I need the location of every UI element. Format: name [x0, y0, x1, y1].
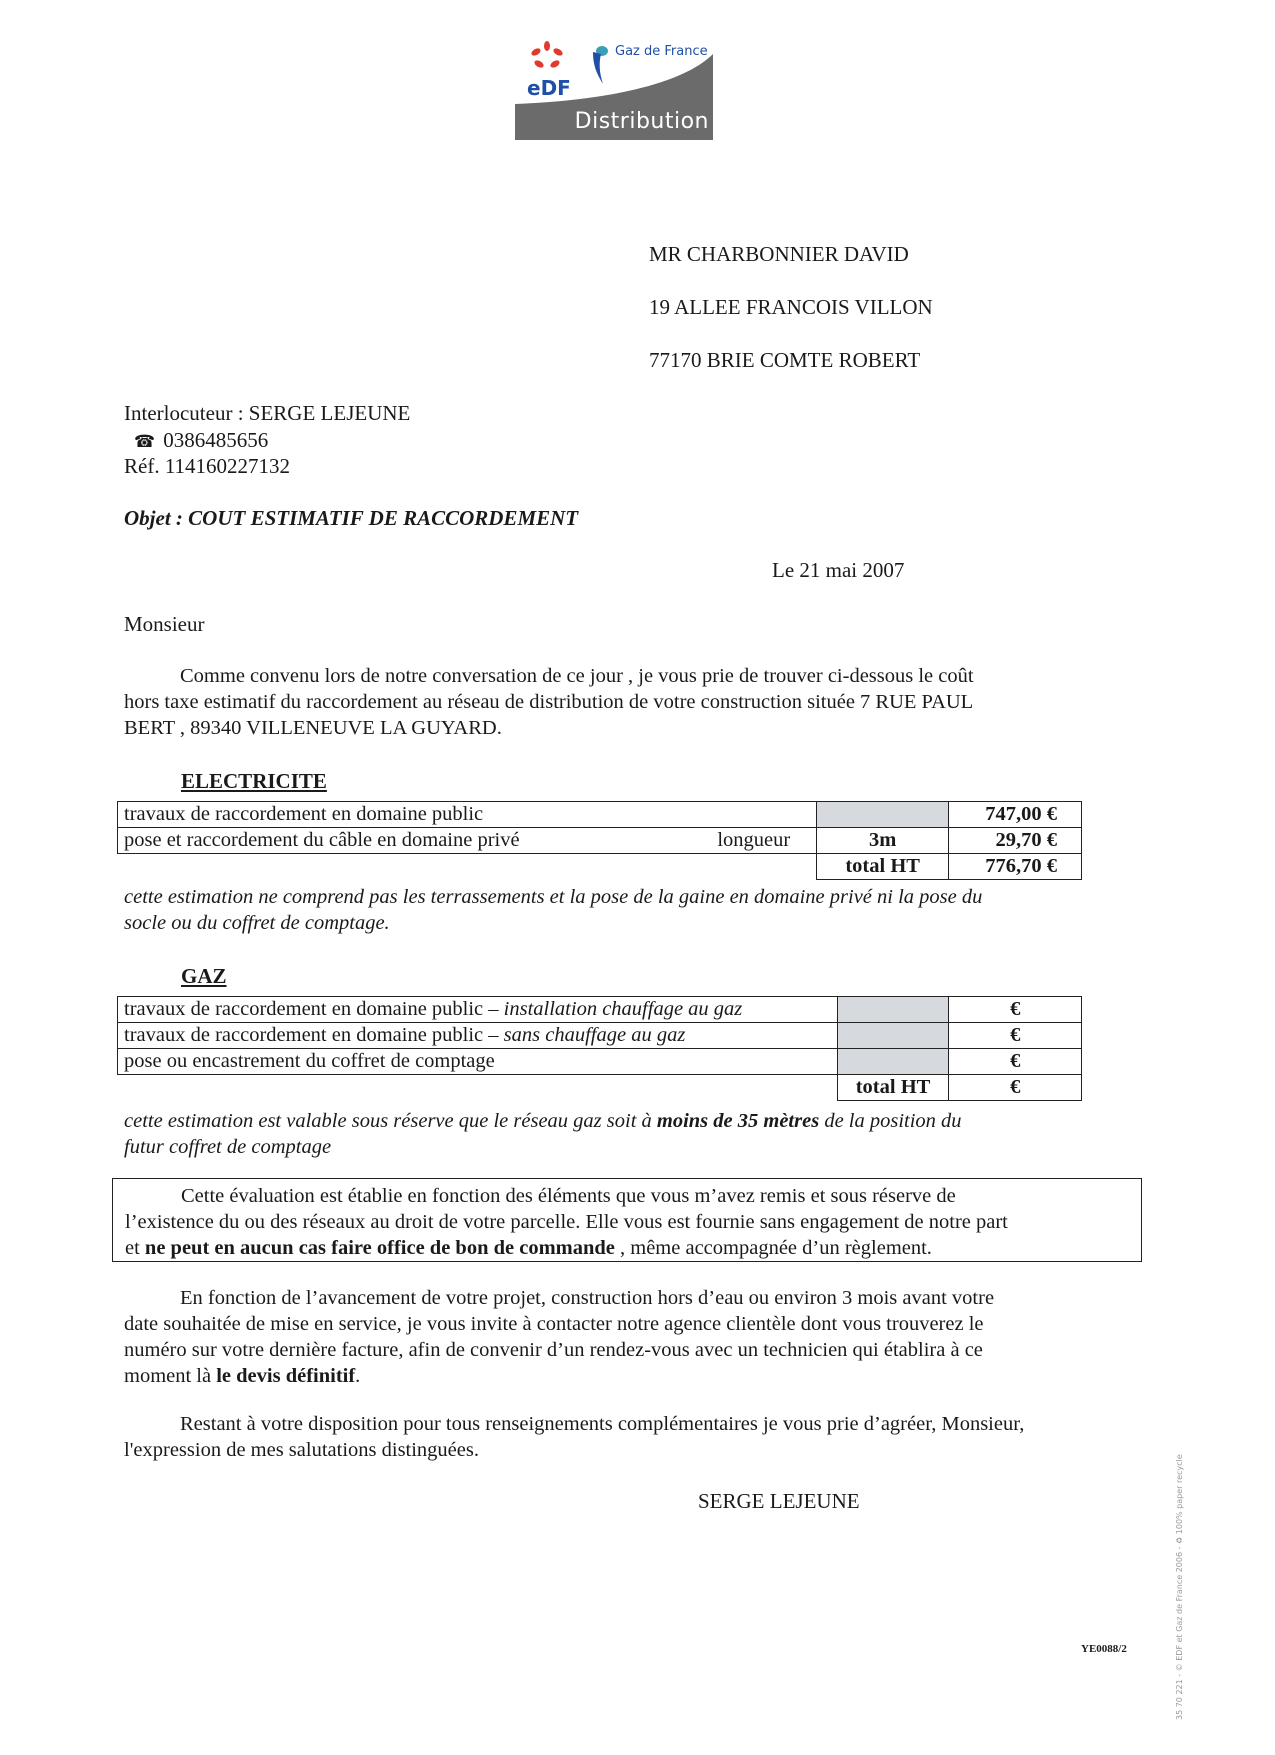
table-row	[118, 1075, 1082, 1101]
electricite-note	[124, 884, 982, 936]
gaz-note-line: cette estimation est valable sous réserve que le réseau gaz soit à moins de 35 mètres de la position du	[124, 1110, 962, 1132]
electricite-title: ELECTRICITE	[181, 769, 327, 793]
electricite-row2-length-label: longueur	[717, 829, 791, 851]
phone-icon: ☎	[134, 432, 156, 452]
electricite-row1-gray-cell	[817, 802, 949, 828]
gaz-note-line: futur coffret de comptage	[124, 1136, 332, 1158]
electricite-row1-label: travaux de raccordement en domaine public	[118, 802, 817, 828]
interlocutor: Interlocuteur : SERGE LEJEUNE	[124, 401, 411, 425]
electricite-row2-label: pose et raccordement du câble en domaine privé	[124, 829, 520, 851]
gaz-row1-label: travaux de raccordement en domaine public – installation chauffage au gaz	[118, 997, 838, 1023]
distribution-band: Distribution	[515, 104, 713, 140]
electricite-note-line: socle ou du coffret de comptage.	[124, 912, 390, 934]
edf-wordmark: eDF	[527, 76, 571, 100]
intro-paragraph	[124, 663, 1134, 741]
intro-line: hors taxe estimatif du raccordement au réseau de distribution de votre construction située 7 RUE PAUL	[124, 691, 974, 713]
followup-line: moment là le devis définitif.	[124, 1365, 361, 1387]
gaz-note	[124, 1108, 962, 1160]
table-row	[118, 802, 1082, 828]
table-row	[118, 828, 1082, 854]
disclaimer-line: et ne peut en aucun cas faire office de bon de commande , même accompagnée d’un règlement.	[125, 1237, 932, 1259]
electricite-note-line: cette estimation ne comprend pas les terrassements et la pose de la gaine en domaine privé ni la pose du	[124, 886, 983, 908]
electricite-row2-label-cell	[118, 828, 817, 854]
gaz-row2-gray-cell	[837, 1023, 949, 1049]
disclaimer-box	[112, 1178, 1142, 1262]
phone-line	[134, 427, 268, 455]
gaz-row3-value: €	[949, 1049, 1082, 1075]
table-row	[118, 1023, 1082, 1049]
followup-paragraph	[124, 1285, 994, 1389]
edf-gdf-distribution-logo	[515, 38, 713, 140]
reference: Réf. 114160227132	[124, 454, 291, 478]
gaz-row3-gray-cell	[837, 1049, 949, 1075]
electricite-row2-value: 29,70 €	[949, 828, 1082, 854]
gaz-table	[117, 996, 1082, 1101]
table-row	[118, 997, 1082, 1023]
gaz-row1-gray-cell	[837, 997, 949, 1023]
followup-line: En fonction de l’avancement de votre projet, construction hors d’eau ou environ 3 mois avant votre	[180, 1287, 995, 1309]
gaz-row2-label: travaux de raccordement en domaine public – sans chauffage au gaz	[118, 1023, 838, 1049]
form-code: YE0088/2	[1081, 1643, 1127, 1655]
intro-line: Comme convenu lors de notre conversation de ce jour , je vous prie de trouver ci-dessous le coût	[180, 665, 974, 687]
salutation: Monsieur	[124, 612, 205, 636]
followup-line: numéro sur votre dernière facture, afin de convenir d’un rendez-vous avec un technicien qui établira à ce	[124, 1339, 983, 1361]
recipient-city: 77170 BRIE COMTE ROBERT	[649, 348, 921, 372]
closing-paragraph	[124, 1411, 1024, 1463]
phone-number: 0386485656	[163, 428, 269, 452]
electricite-row2-length: 3m	[817, 828, 949, 854]
gaz-row2-value: €	[949, 1023, 1082, 1049]
side-print: 35 70 221 - © EDF et Gaz de France 2006 - ♻ 100% paper recycle	[1175, 1454, 1184, 1720]
closing-line: Restant à votre disposition pour tous renseignements complémentaires je vous prie d’agréer, Monsieur,	[180, 1413, 1025, 1435]
electricite-row1-value: 747,00 €	[949, 802, 1082, 828]
closing-line: l'expression de mes salutations distinguées.	[124, 1439, 479, 1461]
table-row	[118, 854, 1082, 880]
intro-line: BERT , 89340 VILLENEUVE LA GUYARD.	[124, 717, 502, 739]
gdf-wordmark: Gaz de France	[615, 44, 708, 59]
electricite-table	[117, 801, 1082, 880]
signature-name: SERGE LEJEUNE	[698, 1489, 860, 1513]
gaz-row1-value: €	[949, 997, 1082, 1023]
electricite-total-value: 776,70 €	[949, 854, 1082, 880]
subject: Objet : COUT ESTIMATIF DE RACCORDEMENT	[124, 506, 579, 530]
gaz-title: GAZ	[181, 964, 227, 988]
table-row	[118, 1049, 1082, 1075]
gaz-total-label: total HT	[837, 1075, 949, 1101]
disclaimer-line: l’existence du ou des réseaux au droit de votre parcelle. Elle vous est fournie sans engagement de notre part	[125, 1211, 1008, 1233]
letter-date: Le 21 mai 2007	[772, 558, 905, 582]
electricite-total-label: total HT	[817, 854, 949, 880]
followup-line: date souhaitée de mise en service, je vous invite à contacter notre agence clientèle dont vous trouverez le	[124, 1313, 984, 1335]
gaz-total-value: €	[949, 1075, 1082, 1101]
gaz-row3-label: pose ou encastrement du coffret de comptage	[118, 1049, 838, 1075]
disclaimer-line: Cette évaluation est établie en fonction des éléments que vous m’avez remis et sous réserve de	[181, 1185, 956, 1207]
recipient-name: MR CHARBONNIER DAVID	[649, 242, 909, 266]
recipient-street: 19 ALLEE FRANCOIS VILLON	[649, 295, 933, 319]
